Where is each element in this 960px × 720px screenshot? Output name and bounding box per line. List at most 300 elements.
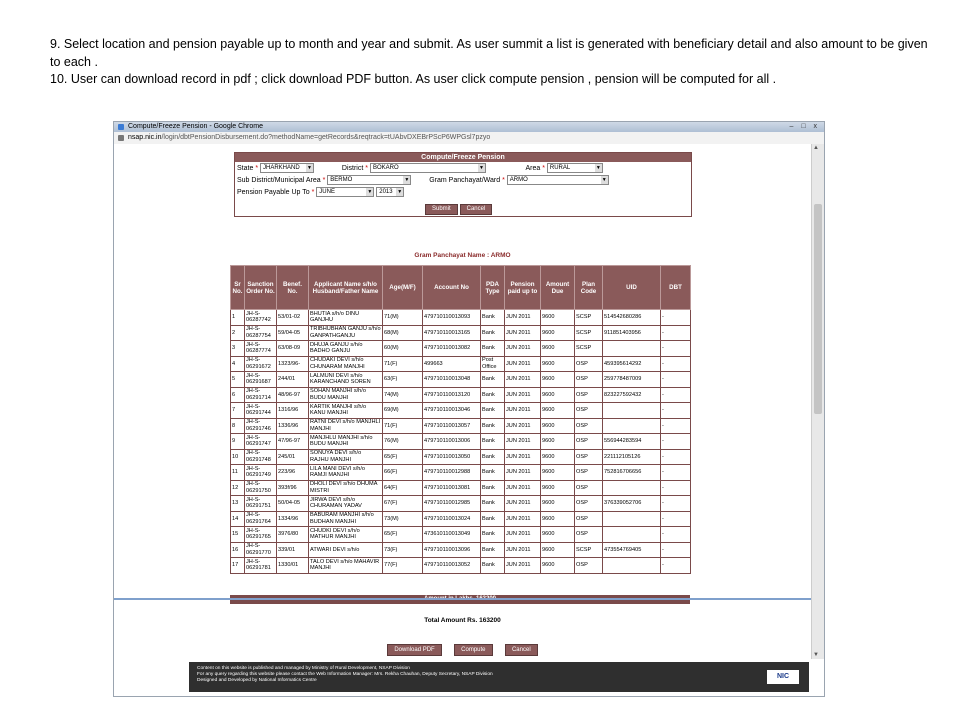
table-cell: 64(F) <box>383 480 423 496</box>
table-cell: - <box>661 511 691 527</box>
table-cell: TRIBHUBHAN GANJU s/h/o GANPATHGANJU <box>310 326 381 339</box>
table-cell: 47/96-97 <box>277 434 309 450</box>
table-cell: Post Office <box>481 356 505 372</box>
table-cell: 4 <box>231 356 245 372</box>
table-cell: 16 <box>231 542 245 558</box>
table-cell: JUN 2011 <box>505 511 541 527</box>
table-cell: DHUJA GANJU s/h/o BADHO GANJU <box>309 341 383 357</box>
table-cell: JH-S-06287742 <box>245 310 277 326</box>
table-cell: 556944283594 <box>603 434 661 450</box>
table-cell: 65(F) <box>383 449 423 465</box>
table-row <box>231 511 691 527</box>
table-cell: JH-S-06291714 <box>245 387 277 403</box>
table-cell: JUN 2011 <box>505 372 541 388</box>
table-cell: Bank <box>481 527 505 543</box>
table-cell: 76(M) <box>383 434 423 450</box>
chevron-down-icon: ▼ <box>397 189 403 196</box>
table-cell: JUN 2011 <box>505 418 541 434</box>
table-cell: JH-S-06287774 <box>245 341 277 357</box>
table-cell: JH-S-06291749 <box>245 465 277 481</box>
table-cell: 7 <box>231 403 245 419</box>
table-cell: - <box>661 325 691 341</box>
table-cell: OSP <box>575 496 603 512</box>
table-cell: 9600 <box>541 387 575 403</box>
table-cell: 9600 <box>541 511 575 527</box>
table-cell: CHUDKI DEVI s/h/o MATHUR MANJHI <box>309 527 383 543</box>
required-mark: * <box>255 165 259 172</box>
table-cell: 479710110013050 <box>423 449 481 465</box>
table-cell: JIRWA DEVI s/h/o CHURAMAN YADAV <box>309 496 383 512</box>
table-cell: Bank <box>481 558 505 574</box>
table-cell: - <box>661 527 691 543</box>
table-cell: Bank <box>481 480 505 496</box>
table-cell: JUN 2011 <box>505 325 541 341</box>
footer-text <box>197 666 493 684</box>
page-footer <box>189 662 809 692</box>
column-header: DBT <box>661 266 691 310</box>
table-cell: 71(F) <box>383 356 423 372</box>
table-row <box>231 449 691 465</box>
table-cell: 67(F) <box>383 496 423 512</box>
table-cell: 9 <box>231 434 245 450</box>
month-value: JUNE <box>319 189 335 196</box>
cancel-button[interactable]: Cancel <box>505 644 538 656</box>
table-cell: 9600 <box>541 496 575 512</box>
gram-panchayat-label: Gram Panchayat/Ward <box>429 177 501 184</box>
area-label: Area <box>525 165 541 172</box>
table-cell: 48/96-97 <box>277 387 309 403</box>
table-cell: JUN 2011 <box>505 527 541 543</box>
year-select[interactable] <box>376 187 404 197</box>
area-select[interactable] <box>547 163 603 173</box>
table-cell: 499663 <box>423 356 481 372</box>
table-cell: 11 <box>231 465 245 481</box>
action-buttons <box>114 638 811 656</box>
table-cell: 71(M) <box>383 310 423 326</box>
table-cell: Bank <box>481 341 505 357</box>
download-pdf-button[interactable]: Download PDF <box>387 644 441 656</box>
table-cell: Bank <box>481 449 505 465</box>
subdistrict-select[interactable] <box>327 175 411 185</box>
table-cell: 911851403956 <box>603 325 661 341</box>
table-header-row <box>231 266 691 310</box>
table-cell: 8 <box>231 418 245 434</box>
table-cell: 245/01 <box>277 449 309 465</box>
table-row <box>231 434 691 450</box>
required-mark: * <box>542 165 545 172</box>
table-cell: 65(F) <box>383 527 423 543</box>
table-cell: JH-S-06291744 <box>245 403 277 419</box>
table-cell: JH-S-06291748 <box>245 449 277 465</box>
table-cell: MANJHLU MANJHI s/h/o BUDU MANJHI <box>309 434 383 450</box>
table-row <box>231 341 691 357</box>
submit-button[interactable]: Submit <box>425 204 458 215</box>
table-cell: OSP <box>575 387 603 403</box>
table-cell: OSP <box>575 465 603 481</box>
table-cell: JUN 2011 <box>505 449 541 465</box>
table-cell: 2 <box>231 325 245 341</box>
table-row <box>231 403 691 419</box>
table-cell: JUN 2011 <box>505 465 541 481</box>
footer-line: Designed and Developed by National Informatics Centre <box>197 678 317 683</box>
table-cell: - <box>661 418 691 434</box>
table-cell: JUN 2011 <box>505 403 541 419</box>
table-cell: Bank <box>481 387 505 403</box>
table-cell: JH-S-06291672 <box>245 356 277 372</box>
page-favicon-icon <box>118 124 124 130</box>
table-cell: 69(M) <box>383 403 423 419</box>
window-controls[interactable]: – □ x <box>789 123 820 130</box>
table-cell <box>603 403 661 419</box>
table-cell: OSP <box>575 527 603 543</box>
table-cell: 376339052706 <box>603 496 661 512</box>
column-header: UID <box>603 266 661 310</box>
form-cancel-button[interactable]: Cancel <box>460 204 493 215</box>
beneficiary-table <box>230 265 691 574</box>
table-cell: JUN 2011 <box>505 542 541 558</box>
table-cell: 479710110013048 <box>423 372 481 388</box>
table-cell: 479710110013082 <box>423 341 481 357</box>
table-cell: Bank <box>481 434 505 450</box>
table-cell: JUN 2011 <box>505 558 541 574</box>
area-value: RURAL <box>549 165 571 172</box>
table-cell: JUN 2011 <box>505 310 541 326</box>
page-content <box>114 144 811 659</box>
table-cell: JH-S-06291764 <box>245 511 277 527</box>
table-row <box>231 465 691 481</box>
table-cell: 77(F) <box>383 558 423 574</box>
table-cell: Bank <box>481 465 505 481</box>
compute-button[interactable]: Compute <box>454 644 492 656</box>
table-cell: 9600 <box>541 434 575 450</box>
required-mark: * <box>322 177 326 184</box>
table-cell: 752816706656 <box>603 465 661 481</box>
table-cell: 473554769405 <box>603 542 661 558</box>
table-cell <box>603 341 661 357</box>
table-cell: 479710110013165 <box>423 325 481 341</box>
footer-line: For any query regarding this website please contact the Web Information Manager: Mrs. Rekha Chauhan, Deputy Secretary, NSAP Division <box>197 672 493 677</box>
table-cell: - <box>661 403 691 419</box>
table-cell: BHUTIA s/h/o DINU GANJHU <box>309 310 383 326</box>
table-cell: 68(M) <box>383 325 423 341</box>
year-value: 2013 <box>379 189 393 196</box>
table-cell: - <box>661 372 691 388</box>
table-row <box>231 387 691 403</box>
table-cell: - <box>661 496 691 512</box>
table-cell: - <box>661 465 691 481</box>
table-cell: 12 <box>231 480 245 496</box>
table-cell: Bank <box>481 325 505 341</box>
table-cell: Bank <box>481 418 505 434</box>
table-cell: OSP <box>575 511 603 527</box>
table-cell: TALO DEVI s/h/o MAHAVIR MANJHI <box>309 558 383 574</box>
table-cell: KARTIK MANJHI s/h/o KANU MANJHI <box>309 403 383 419</box>
required-mark: * <box>365 165 368 172</box>
table-row <box>231 480 691 496</box>
total-amount: Total Amount Rs. 163200 <box>424 617 501 624</box>
table-cell: JH-S-06291687 <box>245 372 277 388</box>
table-cell: JUN 2011 <box>505 434 541 450</box>
table-cell: 9600 <box>541 527 575 543</box>
column-header: Account No <box>423 266 481 310</box>
table-cell <box>603 558 661 574</box>
table-cell: 459395614292 <box>603 356 661 372</box>
table-cell: JH-S-06291770 <box>245 542 277 558</box>
subdistrict-label: Sub District/Municipal Area <box>237 177 321 184</box>
table-cell: OSP <box>575 434 603 450</box>
table-cell: 1336/96 <box>277 418 309 434</box>
table-cell: 60(M) <box>383 341 423 357</box>
gram-panchayat-select[interactable] <box>507 175 609 185</box>
table-cell: 1330/01 <box>277 558 309 574</box>
table-cell: 9600 <box>541 480 575 496</box>
table-cell: 59/04-05 <box>277 325 309 341</box>
table-cell: 17 <box>231 558 245 574</box>
table-cell <box>603 527 661 543</box>
table-cell: 9600 <box>541 418 575 434</box>
table-cell: - <box>661 341 691 357</box>
table-cell: SCSP <box>575 341 603 357</box>
table-cell: 479710110013046 <box>423 403 481 419</box>
table-cell: 479710110013081 <box>423 480 481 496</box>
table-row <box>231 527 691 543</box>
table-cell: 479710110013057 <box>423 418 481 434</box>
state-value: JHARKHAND <box>263 165 300 172</box>
gram-panchayat-title: Gram Panchayat Name : ARMO <box>414 252 511 259</box>
url-text[interactable] <box>128 132 490 144</box>
amount-in-lakhs: Amount in Lakhs. 163200 <box>230 595 690 604</box>
table-row <box>231 310 691 326</box>
table-cell: 393f/96 <box>277 480 309 496</box>
table-cell: 13 <box>231 496 245 512</box>
scroll-up-icon[interactable]: ▲ <box>813 145 819 151</box>
chevron-down-icon: ▼ <box>404 177 410 184</box>
table-cell: 479710110013120 <box>423 387 481 403</box>
table-cell: SONUYA DEVI s/h/o RAJHU MANJHI <box>309 449 383 465</box>
table-cell: 10 <box>231 449 245 465</box>
url-host: nsap.nic.in <box>128 134 162 141</box>
chevron-down-icon: ▼ <box>601 177 607 184</box>
table-cell: 6 <box>231 387 245 403</box>
table-cell: 823227592432 <box>603 387 661 403</box>
column-header: Amount Due <box>541 266 575 310</box>
table-cell: BABURAM MANJHI s/h/o BUDHAN MANJHI <box>309 511 383 527</box>
table-cell: 1 <box>231 310 245 326</box>
table-cell: 50/04-05 <box>277 496 309 512</box>
table-cell: 9600 <box>541 356 575 372</box>
table-cell: 9600 <box>541 325 575 341</box>
table-cell: 53/01-02 <box>277 310 309 326</box>
table-cell: JH-S-06291750 <box>245 480 277 496</box>
district-select[interactable] <box>370 163 486 173</box>
table-body <box>231 310 691 574</box>
table-cell: 63/08-09 <box>277 341 309 357</box>
table-cell: OSP <box>575 480 603 496</box>
table-cell: 15 <box>231 527 245 543</box>
chevron-down-icon: ▼ <box>367 189 373 196</box>
scrollbar-thumb[interactable] <box>814 204 822 414</box>
table-cell: 63(F) <box>383 372 423 388</box>
required-mark: * <box>502 177 505 184</box>
table-row <box>231 418 691 434</box>
table-cell: Bank <box>481 542 505 558</box>
column-header: Pension paid up to <box>505 266 541 310</box>
table-row <box>231 496 691 512</box>
table-cell: 221112105126 <box>603 449 661 465</box>
table-cell: JUN 2011 <box>505 387 541 403</box>
table-cell: 244/01 <box>277 372 309 388</box>
table-cell: - <box>661 449 691 465</box>
table-cell: Bank <box>481 511 505 527</box>
table-cell: SCSP <box>575 310 603 326</box>
table-cell: 1323/96- <box>277 356 309 372</box>
table-cell: 479710110013052 <box>423 558 481 574</box>
district-label: District <box>341 165 364 172</box>
table-cell: Bank <box>481 403 505 419</box>
table-cell: JH-S-06291781 <box>245 558 277 574</box>
pension-payable-label: Pension Payable Up To <box>237 189 310 196</box>
table-cell <box>603 480 661 496</box>
table-cell: - <box>661 542 691 558</box>
chevron-down-icon: ▼ <box>595 165 601 172</box>
table-cell: - <box>661 387 691 403</box>
table-cell: LILA MANI DEVI s/h/o RAMJI MANJHI <box>309 465 383 481</box>
table-cell: Bank <box>481 310 505 326</box>
vertical-scrollbar[interactable] <box>811 144 824 659</box>
table-cell <box>603 511 661 527</box>
table-row <box>231 356 691 372</box>
table-row <box>231 372 691 388</box>
table-cell: 1316/96 <box>277 403 309 419</box>
table-cell: 3 <box>231 341 245 357</box>
month-select[interactable] <box>316 187 374 197</box>
table-cell: JH-S-06291751 <box>245 496 277 512</box>
table-cell: 259778487009 <box>603 372 661 388</box>
form-row-subdistrict <box>237 175 609 186</box>
table-cell: 9600 <box>541 341 575 357</box>
table-cell: RATNI DEVI s/h/o MANJHLI MANJHI <box>309 418 383 434</box>
table-cell: 74(M) <box>383 387 423 403</box>
table-cell: 479710110013024 <box>423 511 481 527</box>
table-cell: 479710110013006 <box>423 434 481 450</box>
table-cell: 3976/80 <box>277 527 309 543</box>
state-select[interactable] <box>260 163 314 173</box>
table-cell: LALMUNI DEVI s/h/o KARANCHAND SOREN <box>309 372 383 388</box>
table-cell: 73(F) <box>383 542 423 558</box>
column-header: PDA Type <box>481 266 505 310</box>
column-header: Benef. No. <box>277 266 309 310</box>
table-cell: 9600 <box>541 310 575 326</box>
table-cell: - <box>661 480 691 496</box>
table-row <box>231 558 691 574</box>
table-cell: - <box>661 558 691 574</box>
separator-line <box>114 598 811 600</box>
table-row <box>231 542 691 558</box>
table-cell: OSP <box>575 356 603 372</box>
table-cell: SCSP <box>575 325 603 341</box>
table-cell: JH-S-06287754 <box>245 325 277 341</box>
table-cell: OSP <box>575 418 603 434</box>
form-buttons <box>425 204 492 215</box>
compute-freeze-form <box>234 152 692 217</box>
table-cell: - <box>661 356 691 372</box>
table-cell: 9600 <box>541 403 575 419</box>
table-cell: 514542680286 <box>603 310 661 326</box>
table-cell: DHOLI DEVI s/h/o DHUMA MISTRI <box>309 480 383 496</box>
table-cell: 1334/96 <box>277 511 309 527</box>
table-cell: JH-S-06291765 <box>245 527 277 543</box>
table-cell: SOHAN MANJHI s/h/o BUDU MANJHI <box>309 387 383 403</box>
table-cell: OSP <box>575 449 603 465</box>
table-cell: 339/01 <box>277 542 309 558</box>
table-cell: 9600 <box>541 465 575 481</box>
table-cell: ATWARI DEVI s/h/o <box>309 542 383 558</box>
table-cell: 223/96 <box>277 465 309 481</box>
table-cell: OSP <box>575 558 603 574</box>
table-cell: JUN 2011 <box>505 341 541 357</box>
table-cell: 5 <box>231 372 245 388</box>
table-cell: 71(F) <box>383 418 423 434</box>
table-row <box>231 325 691 341</box>
column-header: Sanction Order No. <box>245 266 277 310</box>
table-cell: 14 <box>231 511 245 527</box>
table-cell: - <box>661 310 691 326</box>
table-cell: Bank <box>481 496 505 512</box>
table-cell: 479710110013093 <box>423 310 481 326</box>
subdistrict-value: BERMO <box>330 177 353 184</box>
table-cell: 479710110012988 <box>423 465 481 481</box>
window-title: Compute/Freeze Pension - Google Chrome <box>128 123 264 130</box>
table-cell: 9600 <box>541 542 575 558</box>
table-cell: JUN 2011 <box>505 480 541 496</box>
table-cell: OSP <box>575 372 603 388</box>
table-cell: JUN 2011 <box>505 496 541 512</box>
table-cell: 73(M) <box>383 511 423 527</box>
table-cell <box>603 418 661 434</box>
table-cell: JH-S-06291747 <box>245 434 277 450</box>
footer-line: Content on this website is published and managed by Ministry of Rural Development, NSAP Division <box>197 666 410 671</box>
instruction-step-10: 10. User can download record in pdf ; click download PDF button. As user click compute pension , pension will be computed for all . <box>50 72 777 86</box>
browser-titlebar <box>114 122 824 132</box>
table-cell: CHUDAKI DEVI s/h/o CHUNARAM MANJHI <box>309 356 383 372</box>
page-icon <box>118 135 124 141</box>
table-cell: 66(F) <box>383 465 423 481</box>
scroll-down-icon[interactable]: ▼ <box>813 652 819 658</box>
table-cell: SCSP <box>575 542 603 558</box>
table-cell: OSP <box>575 403 603 419</box>
column-header: Plan Code <box>575 266 603 310</box>
table-cell: 479710110013096 <box>423 542 481 558</box>
column-header: Sr No. <box>231 266 245 310</box>
table-cell: 479710110012985 <box>423 496 481 512</box>
url-path: /login/dbtPensionDisbursement.do?methodName=getRecords&reqtrack=tUAbvDXEBrPScP6WPGsl7pzyo <box>161 134 491 141</box>
table-cell: Bank <box>481 372 505 388</box>
chevron-down-icon: ▼ <box>307 165 312 172</box>
instruction-step-9: 9. Select location and pension payable up to month and year and submit. As user summit a list is generated with beneficiary detail and also amount to be given to each . <box>50 37 928 69</box>
column-header: Age(M/F) <box>383 266 423 310</box>
table-cell: 473610110013049 <box>423 527 481 543</box>
column-header: Applicant Name s/h/o Husband/Father Name <box>309 266 383 310</box>
state-label: State <box>237 165 254 172</box>
table-cell: 9600 <box>541 372 575 388</box>
browser-window <box>113 121 825 697</box>
table-cell: 9600 <box>541 449 575 465</box>
form-row-location <box>237 163 603 174</box>
nic-logo: NIC <box>767 670 799 684</box>
instructions-text <box>50 36 930 89</box>
table-cell: 9600 <box>541 558 575 574</box>
chevron-down-icon: ▼ <box>478 165 484 172</box>
